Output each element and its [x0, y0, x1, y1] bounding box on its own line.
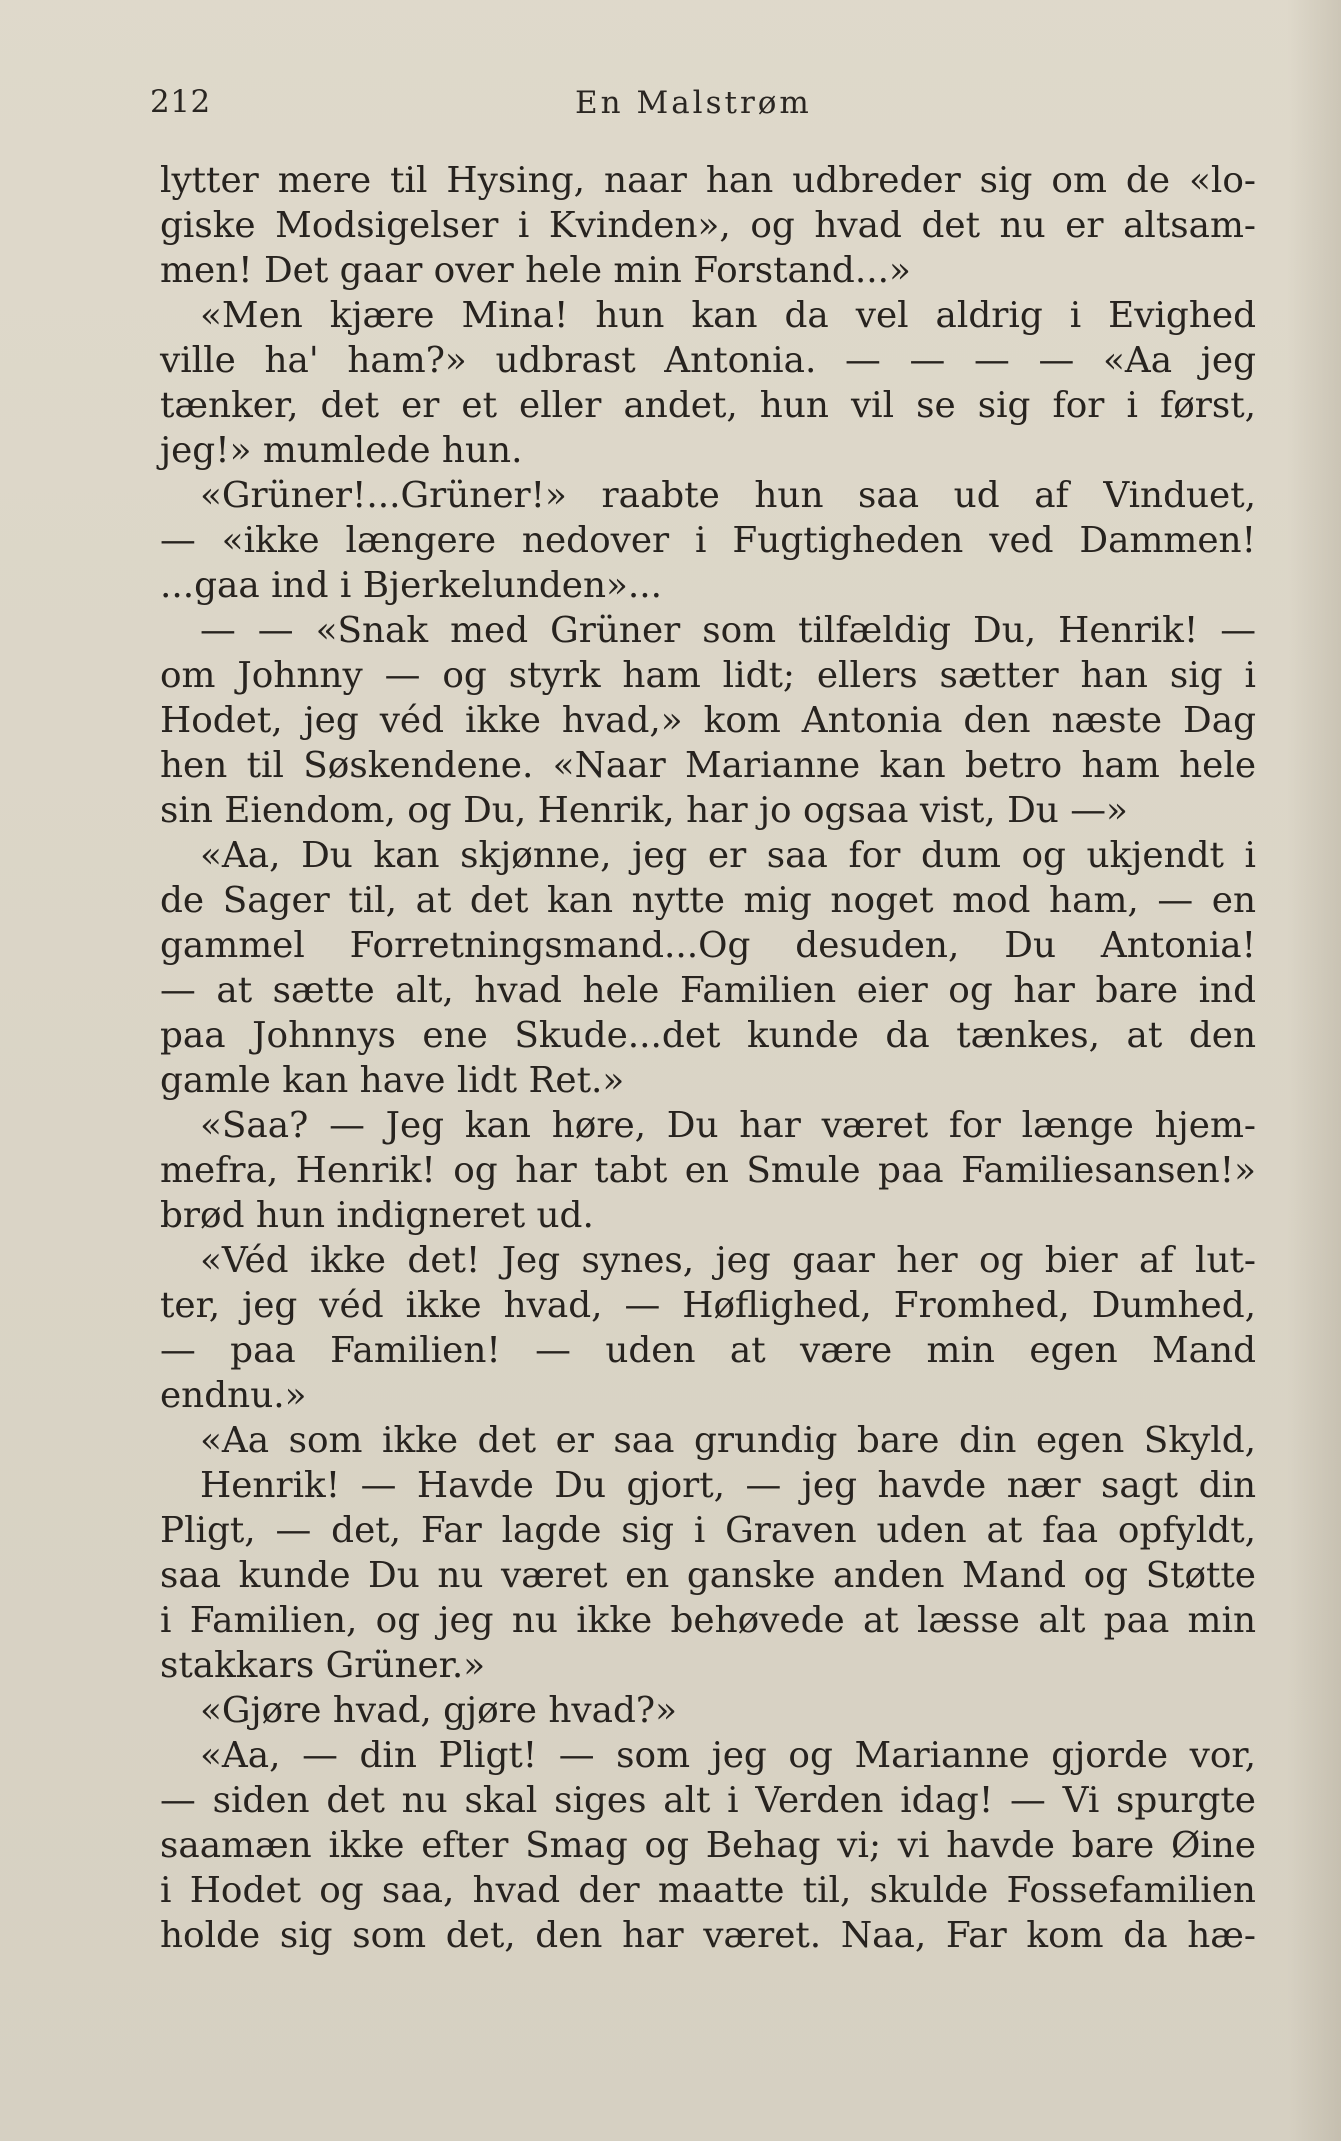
- text-line: gammel Forretningsmand...Og desuden, Du Antonia!: [160, 925, 1256, 966]
- text-line: mefra, Henrik! og har tabt en Smule paa Familiesansen!»: [160, 1150, 1256, 1191]
- text-line: holde sig som det, den har været. Naa, Far kom da hæ-: [160, 1915, 1256, 1956]
- text-line: hen til Søskendene. «Naar Marianne kan betro ham hele: [160, 745, 1256, 786]
- text-line: stakkars Grüner.»: [160, 1645, 486, 1686]
- text-line: — — «Snak med Grüner som tilfældig Du, Henrik! —: [200, 610, 1256, 651]
- text-line: «Aa som ikke det er saa grundig bare din egen Skyld,: [200, 1420, 1256, 1461]
- text-line: «Aa, — din Pligt! — som jeg og Marianne gjorde vor,: [200, 1735, 1256, 1776]
- text-line: — at sætte alt, hvad hele Familien eier og har bare ind: [160, 970, 1256, 1011]
- text-line: «Véd ikke det! Jeg synes, jeg gaar her og bier af lut-: [200, 1240, 1256, 1281]
- text-line: lytter mere til Hysing, naar han udbreder sig om de «lo-: [160, 160, 1256, 201]
- text-line: sin Eiendom, og Du, Henrik, har jo ogsaa vist, Du —»: [160, 790, 1128, 831]
- page-number: 212: [150, 84, 211, 120]
- text-line: saamæn ikke efter Smag og Behag vi; vi havde bare Øine: [160, 1825, 1256, 1866]
- text-line: «Aa, Du kan skjønne, jeg er saa for dum og ukjendt i: [200, 835, 1256, 876]
- text-line: i Hodet og saa, hvad der maatte til, skulde Fossefamilien: [160, 1870, 1256, 1911]
- text-line: om Johnny — og styrk ham lidt; ellers sætter han sig i: [160, 655, 1256, 696]
- text-line: de Sager til, at det kan nytte mig noget mod ham, — en: [160, 880, 1256, 921]
- text-line: men! Det gaar over hele min Forstand...»: [160, 250, 911, 291]
- page-header: [150, 84, 1260, 134]
- text-line: i Familien, og jeg nu ikke behøvede at læsse alt paa min: [160, 1600, 1256, 1641]
- text-line: «Gjøre hvad, gjøre hvad?»: [200, 1690, 677, 1731]
- body-text: [160, 158, 1256, 1958]
- text-line: «Men kjære Mina! hun kan da vel aldrig i Evighed: [200, 295, 1256, 336]
- text-line: — paa Familien! — uden at være min egen Mand: [160, 1330, 1256, 1371]
- text-line: ter, jeg véd ikke hvad, — Høflighed, Fromhed, Dumhed,: [160, 1285, 1256, 1326]
- text-line: — «ikke længere nedover i Fugtigheden ved Dammen!: [160, 520, 1256, 561]
- text-line: endnu.»: [160, 1375, 307, 1416]
- text-line: paa Johnnys ene Skude...det kunde da tænkes, at den: [160, 1015, 1256, 1056]
- text-line: tænker, det er et eller andet, hun vil se sig for i først,: [160, 385, 1256, 426]
- running-title: En Malstrøm: [575, 85, 812, 121]
- text-line: «Saa? — Jeg kan høre, Du har været for længe hjem-: [200, 1105, 1256, 1146]
- text-line: — siden det nu skal siges alt i Verden idag! — Vi spurgte: [160, 1780, 1256, 1821]
- text-line: Pligt, — det, Far lagde sig i Graven uden at faa opfyldt,: [160, 1510, 1256, 1551]
- text-line: saa kunde Du nu været en ganske anden Mand og Støtte: [160, 1555, 1256, 1596]
- text-line: Hodet, jeg véd ikke hvad,» kom Antonia den næste Dag: [160, 700, 1256, 741]
- text-line: Henrik! — Havde Du gjort, — jeg havde nær sagt din: [200, 1465, 1256, 1506]
- text-line: brød hun indigneret ud.: [160, 1195, 594, 1236]
- text-line: «Grüner!...Grüner!» raabte hun saa ud af Vinduet,: [200, 475, 1256, 516]
- text-line: giske Modsigelser i Kvinden», og hvad det nu er altsam-: [160, 205, 1256, 246]
- text-line: ville ha' ham?» udbrast Antonia. — — — — «Aa jeg: [160, 340, 1256, 381]
- text-line: gamle kan have lidt Ret.»: [160, 1060, 625, 1101]
- text-line: jeg!» mumlede hun.: [160, 430, 523, 471]
- text-line: ...gaa ind i Bjerkelunden»...: [160, 565, 663, 606]
